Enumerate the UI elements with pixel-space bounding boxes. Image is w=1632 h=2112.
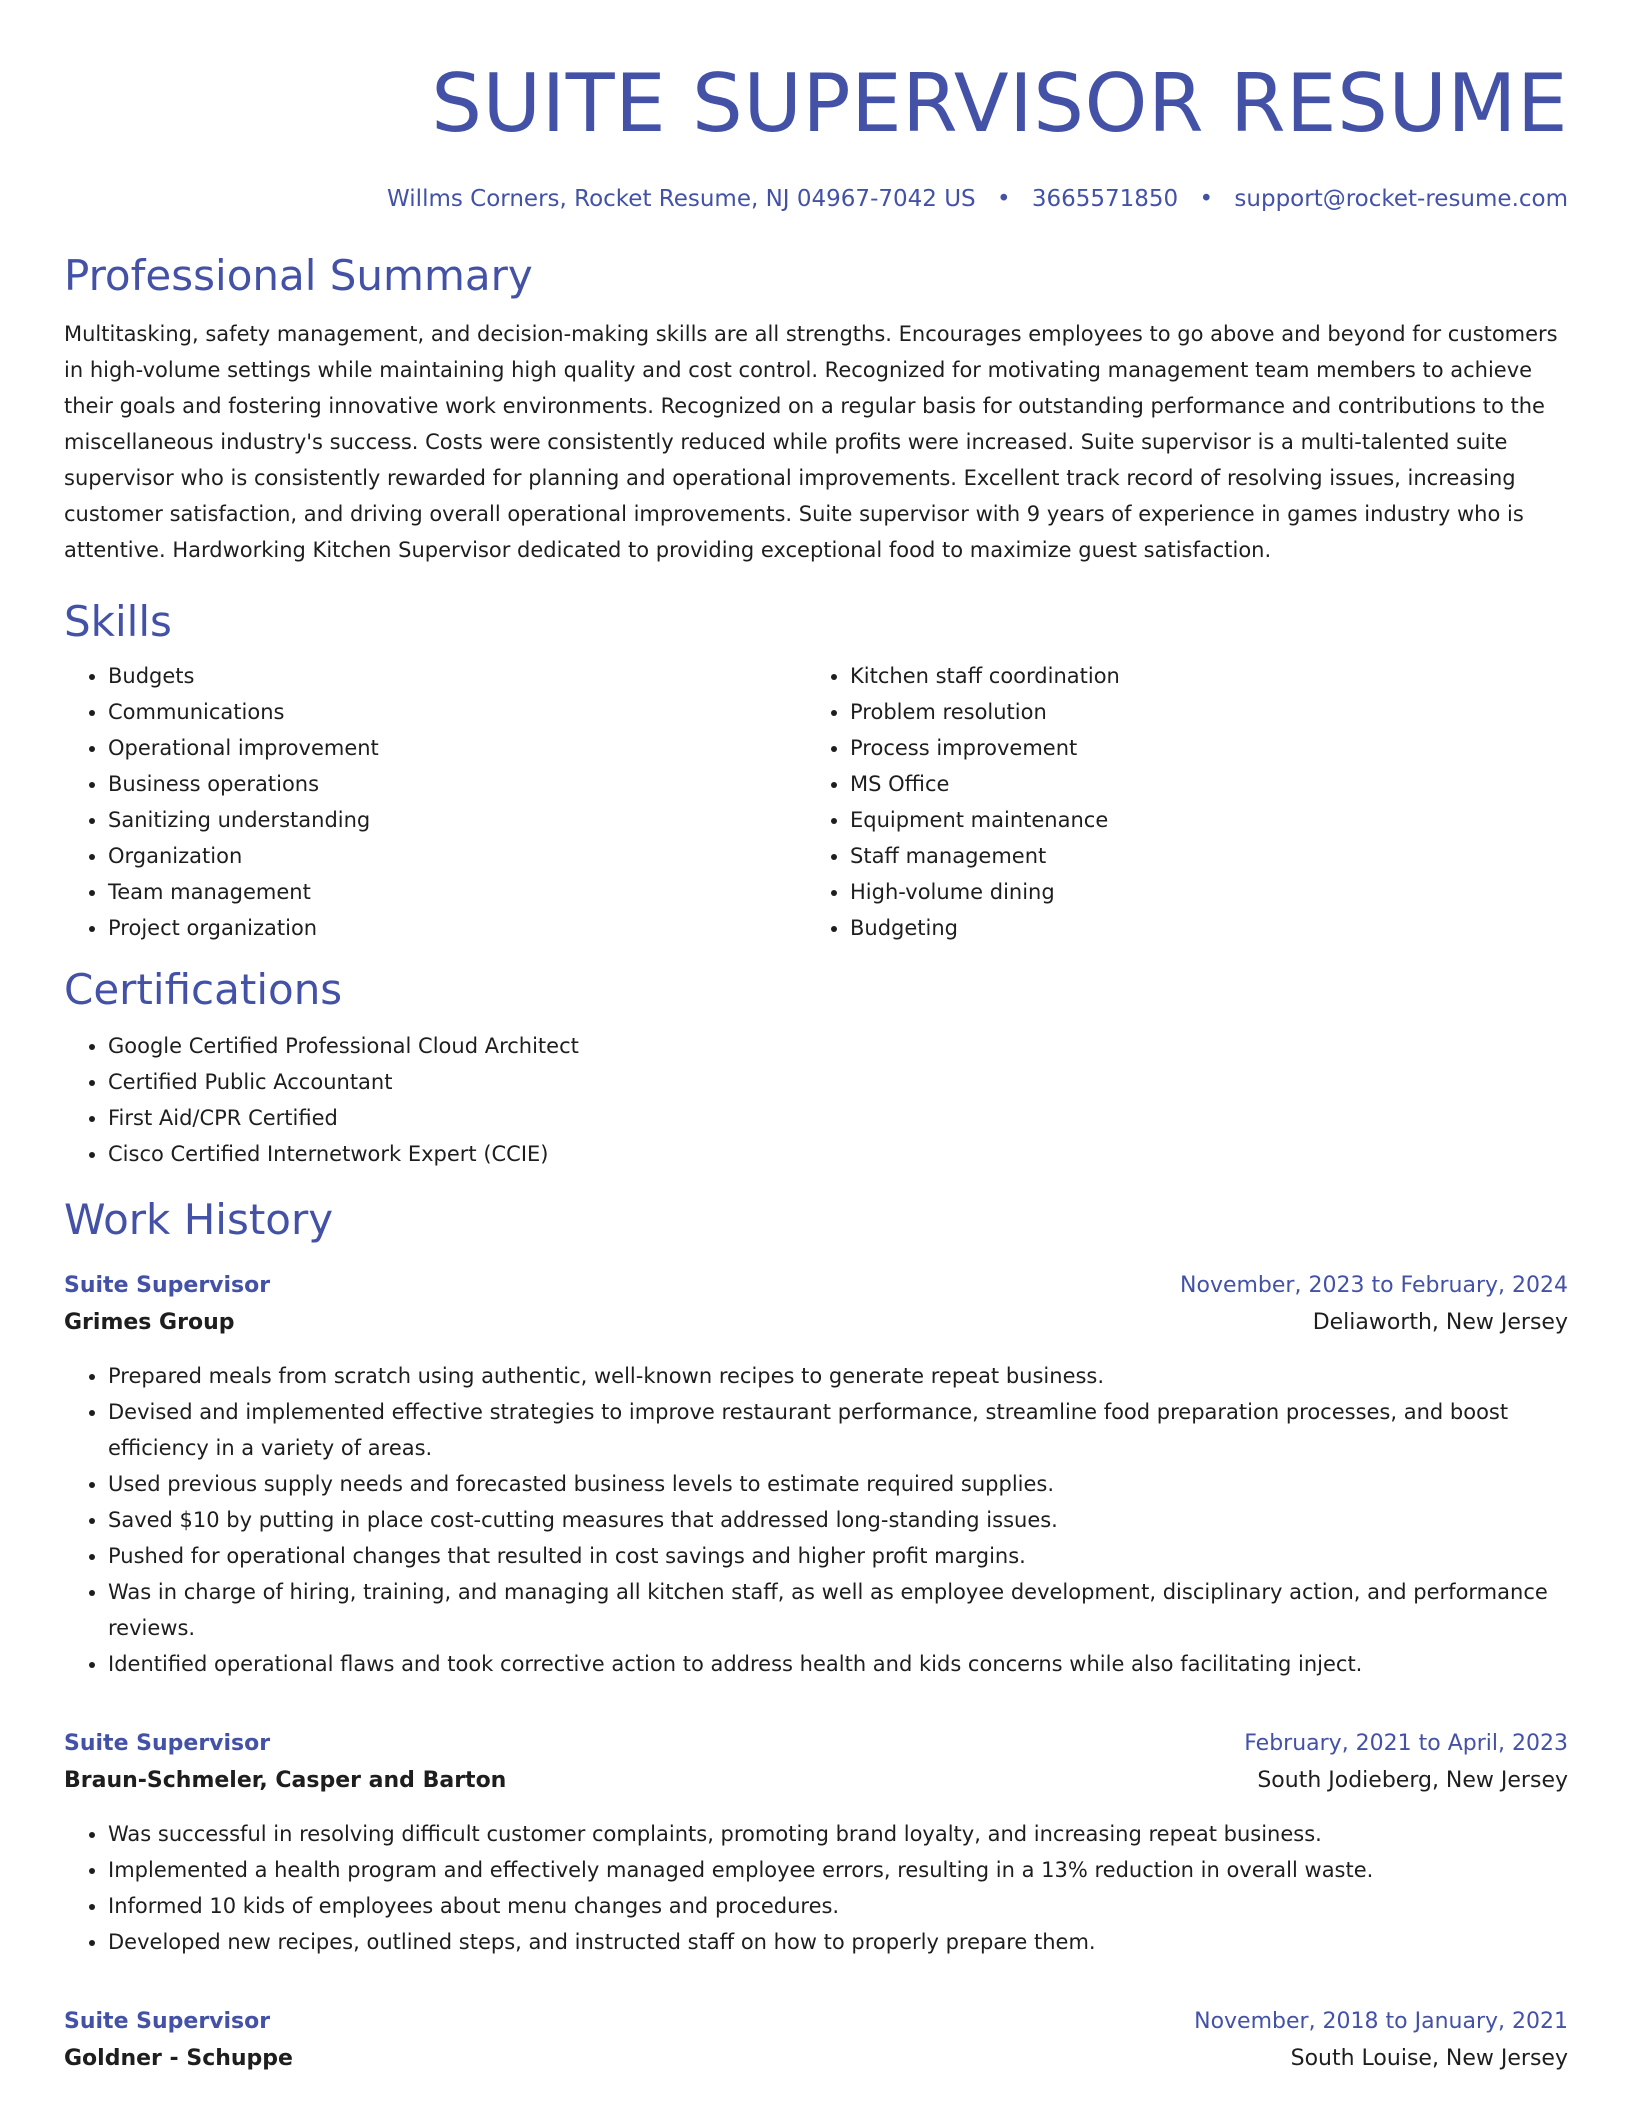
job-bullet: • Saved $10 by putting in place cost-cutting measures that addressed long-standing issues. (108, 1502, 1568, 1538)
job-role: Suite Supervisor (64, 2009, 271, 2034)
skill-item: • Staff management (850, 838, 1548, 874)
job-bullet: • Informed 10 kids of employees about menu changes and procedures. (108, 1888, 1568, 1924)
job-company: Grimes Group (64, 1310, 235, 1335)
job-company: Braun-Schmeler, Casper and Barton (64, 1768, 507, 1793)
job-company-row (64, 2040, 1568, 2078)
job-company-row (64, 1762, 1568, 1800)
skill-item: • Operational improvement (108, 730, 806, 766)
job-bullets (64, 1358, 1568, 1682)
job-company: Goldner - Schuppe (64, 2046, 293, 2071)
job-dates: February, 2021 to April, 2023 (1244, 1731, 1568, 1756)
job-bullet: • Developed new recipes, outlined steps, and instructed staff on how to properly prepare them. (108, 1924, 1568, 1960)
job-bullet: • Was successful in resolving difficult customer complaints, promoting brand loyalty, and increasing repeat business. (108, 1816, 1568, 1852)
resume-title: SUITE SUPERVISOR RESUME (431, 57, 1568, 150)
skill-item: • Kitchen staff coordination (850, 658, 1548, 694)
work-history-section (64, 1194, 1568, 2078)
summary-heading: Professional Summary (64, 251, 533, 300)
skill-item: • Equipment maintenance (850, 802, 1548, 838)
certification-item: • Google Certified Professional Cloud Architect (108, 1028, 1568, 1064)
summary-text: Multitasking, safety management, and decision-making skills are all strengths. Encourages employees to go above and beyond for customers in high-volume settings while maintaining high quality and cost control. Recognized for motivating management team members to achieve their goals and fostering innovative work environments. Recognized on a regular basis for outstanding performance and contributions to the miscellaneous industry's success. Costs were consistently reduced while profits were increased. Suite supervisor is a multi-talented suite supervisor who is consistently rewarded for planning and operational improvements. Excellent track record of resolving issues, increasing customer satisfaction, and driving overall operational improvements. Suite supervisor with 9 years of experience in games industry who is attentive. Hardworking Kitchen Supervisor dedicated to providing exceptional food to maximize guest satisfaction. (64, 322, 1558, 562)
job-bullet: • Identified operational flaws and took corrective action to address health and kids concerns while also facilitating inject. (108, 1646, 1568, 1682)
job-dates: November, 2023 to February, 2024 (1180, 1273, 1568, 1298)
job-role: Suite Supervisor (64, 1731, 271, 1756)
skill-item: • High-volume dining (850, 874, 1548, 910)
certification-item: • Cisco Certified Internetwork Expert (CCIE) (108, 1136, 1568, 1172)
certifications-heading: Certifications (64, 965, 343, 1014)
skill-item: • Organization (108, 838, 806, 874)
skill-item: • Team management (108, 874, 806, 910)
job-role: Suite Supervisor (64, 1273, 271, 1298)
skills-heading: Skills (64, 597, 172, 646)
job-title-row (64, 1726, 1568, 1762)
skill-item: • MS Office (850, 766, 1548, 802)
contact-email: support@rocket-resume.com (1234, 186, 1568, 212)
job-bullet: • Was in charge of hiring, training, and managing all kitchen staff, as well as employee development, disciplinary action, and performance reviews. (108, 1574, 1568, 1646)
job-location: Deliaworth, New Jersey (1312, 1310, 1568, 1335)
skill-item: • Business operations (108, 766, 806, 802)
skills-list-right (806, 658, 1548, 946)
certification-item: • First Aid/CPR Certified (108, 1100, 1568, 1136)
skill-item: • Sanitizing understanding (108, 802, 806, 838)
summary-section (64, 250, 1568, 568)
contact-separator: • (996, 186, 1011, 212)
job-bullet: • Implemented a health program and effectively managed employee errors, resulting in a 13% reduction in overall waste. (108, 1852, 1568, 1888)
skills-list-left (64, 658, 806, 946)
job-dates: November, 2018 to January, 2021 (1194, 2009, 1568, 2034)
job-bullet: • Prepared meals from scratch using authentic, well-known recipes to generate repeat business. (108, 1358, 1568, 1394)
job-entry (64, 1726, 1568, 1960)
skill-item: • Budgets (108, 658, 806, 694)
job-bullets (64, 1816, 1568, 1960)
resume-header (64, 0, 1568, 214)
skills-grid (64, 658, 1568, 946)
job-entry (64, 1268, 1568, 1682)
skill-item: • Budgeting (850, 910, 1548, 946)
job-entry (64, 2004, 1568, 2078)
job-company-row (64, 1304, 1568, 1342)
skills-section (64, 596, 1568, 946)
contact-line (64, 184, 1568, 214)
contact-address: Willms Corners, Rocket Resume, NJ 04967-7042 US (387, 186, 976, 212)
job-bullet: • Devised and implemented effective strategies to improve restaurant performance, streamline food preparation processes, and boost efficiency in a variety of areas. (108, 1394, 1568, 1466)
certifications-section (64, 964, 1568, 1172)
job-bullet: • Pushed for operational changes that resulted in cost savings and higher profit margins. (108, 1538, 1568, 1574)
contact-separator: • (1199, 186, 1214, 212)
skill-item: • Problem resolution (850, 694, 1548, 730)
job-title-row (64, 1268, 1568, 1304)
job-location: South Jodieberg, New Jersey (1257, 1768, 1568, 1793)
job-title-row (64, 2004, 1568, 2040)
work-history-heading: Work History (64, 1195, 334, 1244)
contact-phone: 3665571850 (1031, 186, 1179, 212)
skill-item: • Communications (108, 694, 806, 730)
job-bullet: • Used previous supply needs and forecasted business levels to estimate required supplies. (108, 1466, 1568, 1502)
certifications-list (64, 1028, 1568, 1172)
skill-item: • Project organization (108, 910, 806, 946)
certification-item: • Certified Public Accountant (108, 1064, 1568, 1100)
skill-item: • Process improvement (850, 730, 1548, 766)
job-location: South Louise, New Jersey (1290, 2046, 1568, 2071)
